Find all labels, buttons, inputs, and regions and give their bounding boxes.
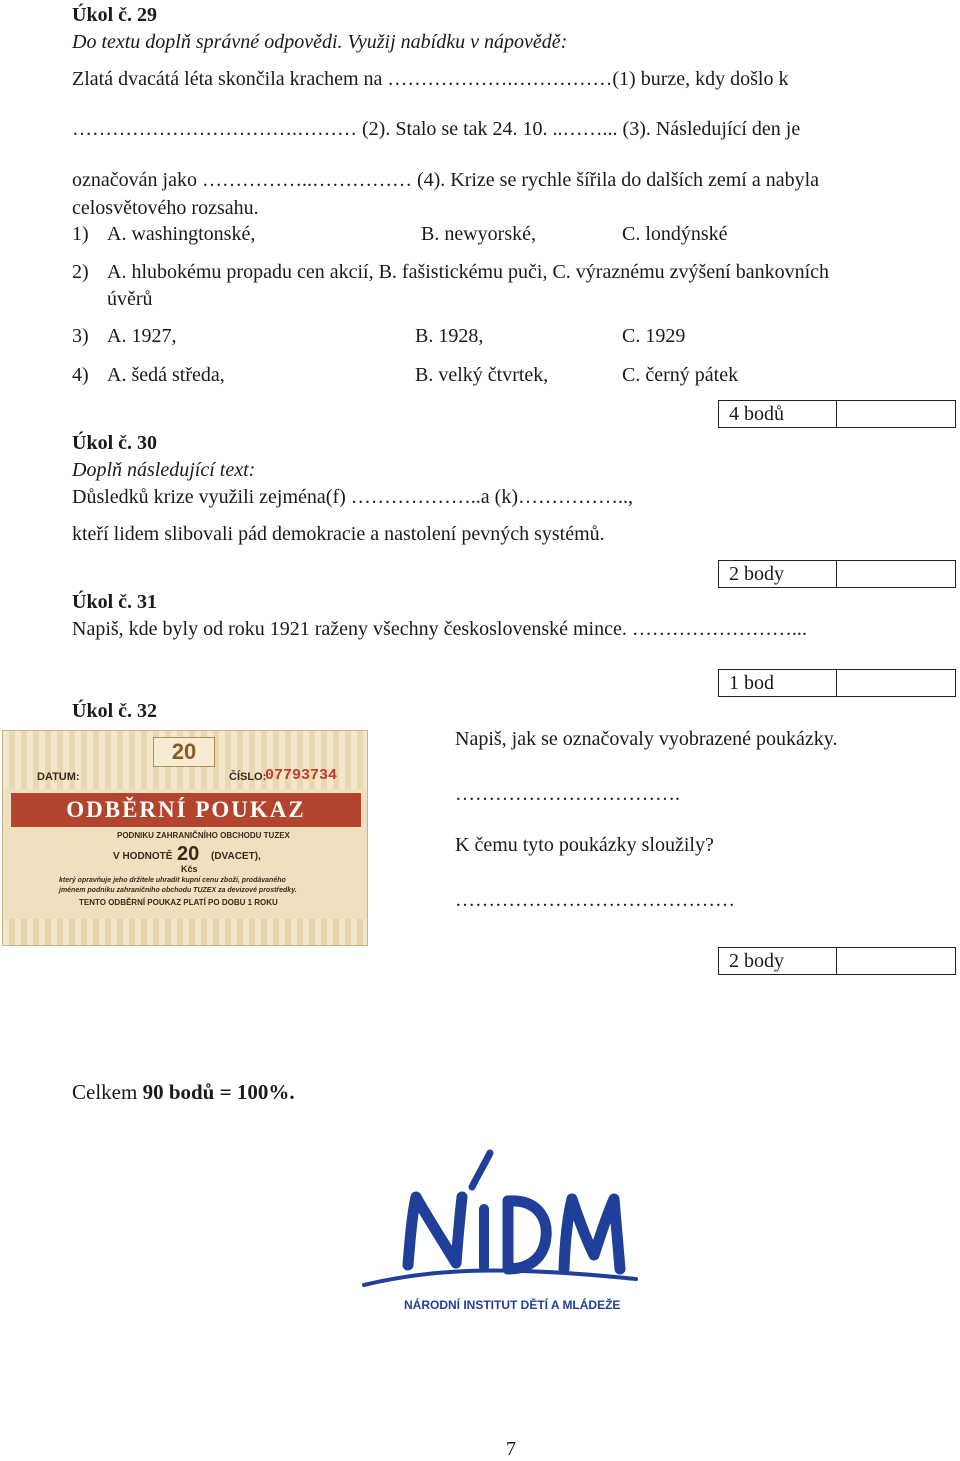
task29-option4-c: C. černý pátek	[622, 364, 739, 386]
page-number: 7	[506, 1438, 516, 1460]
task31-title: Úkol č. 31	[72, 591, 157, 613]
tuzex-voucher-image	[2, 730, 368, 946]
voucher-currency: Kčs	[181, 864, 198, 874]
task32-question1: Napiš, jak se označovaly vyobrazené poukázky.	[455, 728, 838, 750]
task29-option4-b: B. velký čtvrtek,	[415, 364, 549, 386]
task29-option1-b: B. newyorské,	[421, 223, 536, 245]
nidm-logo-mark	[360, 1145, 640, 1320]
task29-option2-text: A. hlubokému propadu cen akcií, B. fašistickému puči, C. výraznému zvýšení bankovních	[107, 261, 830, 283]
task29-option3-b: B. 1928,	[415, 325, 484, 347]
task29-text-line3: označován jako ……………..…………… (4). Krize se rychle šířila do dalších zemí a nabyla	[72, 169, 820, 191]
voucher-date-label: DATUM:	[37, 771, 80, 783]
task29-instruction: Do textu doplň správné odpovědi. Využij nabídku v nápovědě:	[72, 31, 568, 53]
task30-score-field[interactable]	[837, 561, 955, 587]
total-value: 90 bodů = 100%.	[142, 1080, 295, 1104]
task29-score-label: 4 bodů	[719, 401, 837, 427]
task30-text-line2: kteří lidem slibovali pád demokracie a nastolení pevných systémů.	[72, 523, 605, 545]
task31-score-label: 1 bod	[719, 670, 837, 696]
task30-score-box	[718, 560, 956, 588]
task29-option2-number: 2)	[72, 261, 89, 283]
task32-answer2-blank: ……………………………………	[455, 889, 735, 911]
voucher-denomination-top: 20	[153, 737, 215, 767]
nidm-logo-subtitle: NÁRODNÍ INSTITUT DĚTÍ A MLÁDEŽE	[404, 1298, 621, 1312]
task31-score-field[interactable]	[837, 670, 955, 696]
task29-score-box	[718, 400, 956, 428]
voucher-serial-number: 07793734	[265, 767, 338, 784]
task32-score-box	[718, 947, 956, 975]
task30-title: Úkol č. 30	[72, 432, 157, 454]
voucher-fine-print-2: jménem podniku zahraničního obchodu TUZEX za devizové prostředky.	[59, 887, 297, 894]
task30-text-line1: Důsledků krize využili zejména(f) ………………..a (k)……………..,	[72, 486, 633, 508]
voucher-number-label: ČÍSLO:	[229, 771, 267, 783]
task29-option2-text-cont: úvěrů	[107, 288, 153, 310]
task29-option1-c: C. londýnské	[622, 223, 728, 245]
voucher-title: ODBĚRNÍ POUKAZ	[11, 793, 361, 827]
task32-question2: K čemu tyto poukázky sloužily?	[455, 834, 714, 856]
nidm-logo	[360, 1145, 640, 1320]
task29-score-field[interactable]	[837, 401, 955, 427]
task29-option4-a: A. šedá středa,	[107, 364, 225, 386]
task31-score-box	[718, 669, 956, 697]
task29-text-line2: …………………………….……… (2). Stalo se tak 24. 10. ..……... (3). Následující den je	[72, 118, 801, 140]
task30-score-label: 2 body	[719, 561, 837, 587]
task29-option3-a: A. 1927,	[107, 325, 177, 347]
voucher-validity: TENTO ODBĚRNÍ POUKAZ PLATÍ PO DOBU 1 ROKU	[79, 898, 278, 907]
total-prefix: Celkem	[72, 1080, 143, 1104]
voucher-bottom-band	[3, 919, 367, 945]
task29-option4-number: 4)	[72, 364, 89, 386]
voucher-issuer: PODNIKU ZAHRANIČNÍHO OBCHODU TUZEX	[117, 831, 290, 840]
task29-title: Úkol č. 29	[72, 4, 157, 26]
task29-text-line4: celosvětového rozsahu.	[72, 197, 259, 219]
task30-instruction: Doplň následující text:	[72, 459, 256, 481]
task32-score-label: 2 body	[719, 948, 837, 974]
voucher-amount: 20	[177, 843, 200, 865]
task29-option3-number: 3)	[72, 325, 89, 347]
task29-option1-a: A. washingtonské,	[107, 223, 256, 245]
voucher-amount-words: (DVACET),	[211, 851, 261, 862]
voucher-fine-print-1: který opravňuje jeho držitele uhradit kupní cenu zboží, prodávaného	[59, 877, 286, 884]
task32-title: Úkol č. 32	[72, 700, 157, 722]
task32-score-field[interactable]	[837, 948, 955, 974]
task29-option3-c: C. 1929	[622, 325, 686, 347]
task29-text-line1: Zlatá dvacátá léta skončila krachem na ……………….……………(1) burze, kdy došlo k	[72, 68, 789, 90]
task29-option1-number: 1)	[72, 223, 89, 245]
voucher-value-label: V HODNOTĚ	[113, 851, 173, 862]
task31-text-line1: Napiš, kde byly od roku 1921 raženy všechny československé mince. ……………………...	[72, 618, 807, 640]
task32-answer1-blank: …………………………….	[455, 783, 680, 805]
total-score	[72, 1080, 295, 1105]
